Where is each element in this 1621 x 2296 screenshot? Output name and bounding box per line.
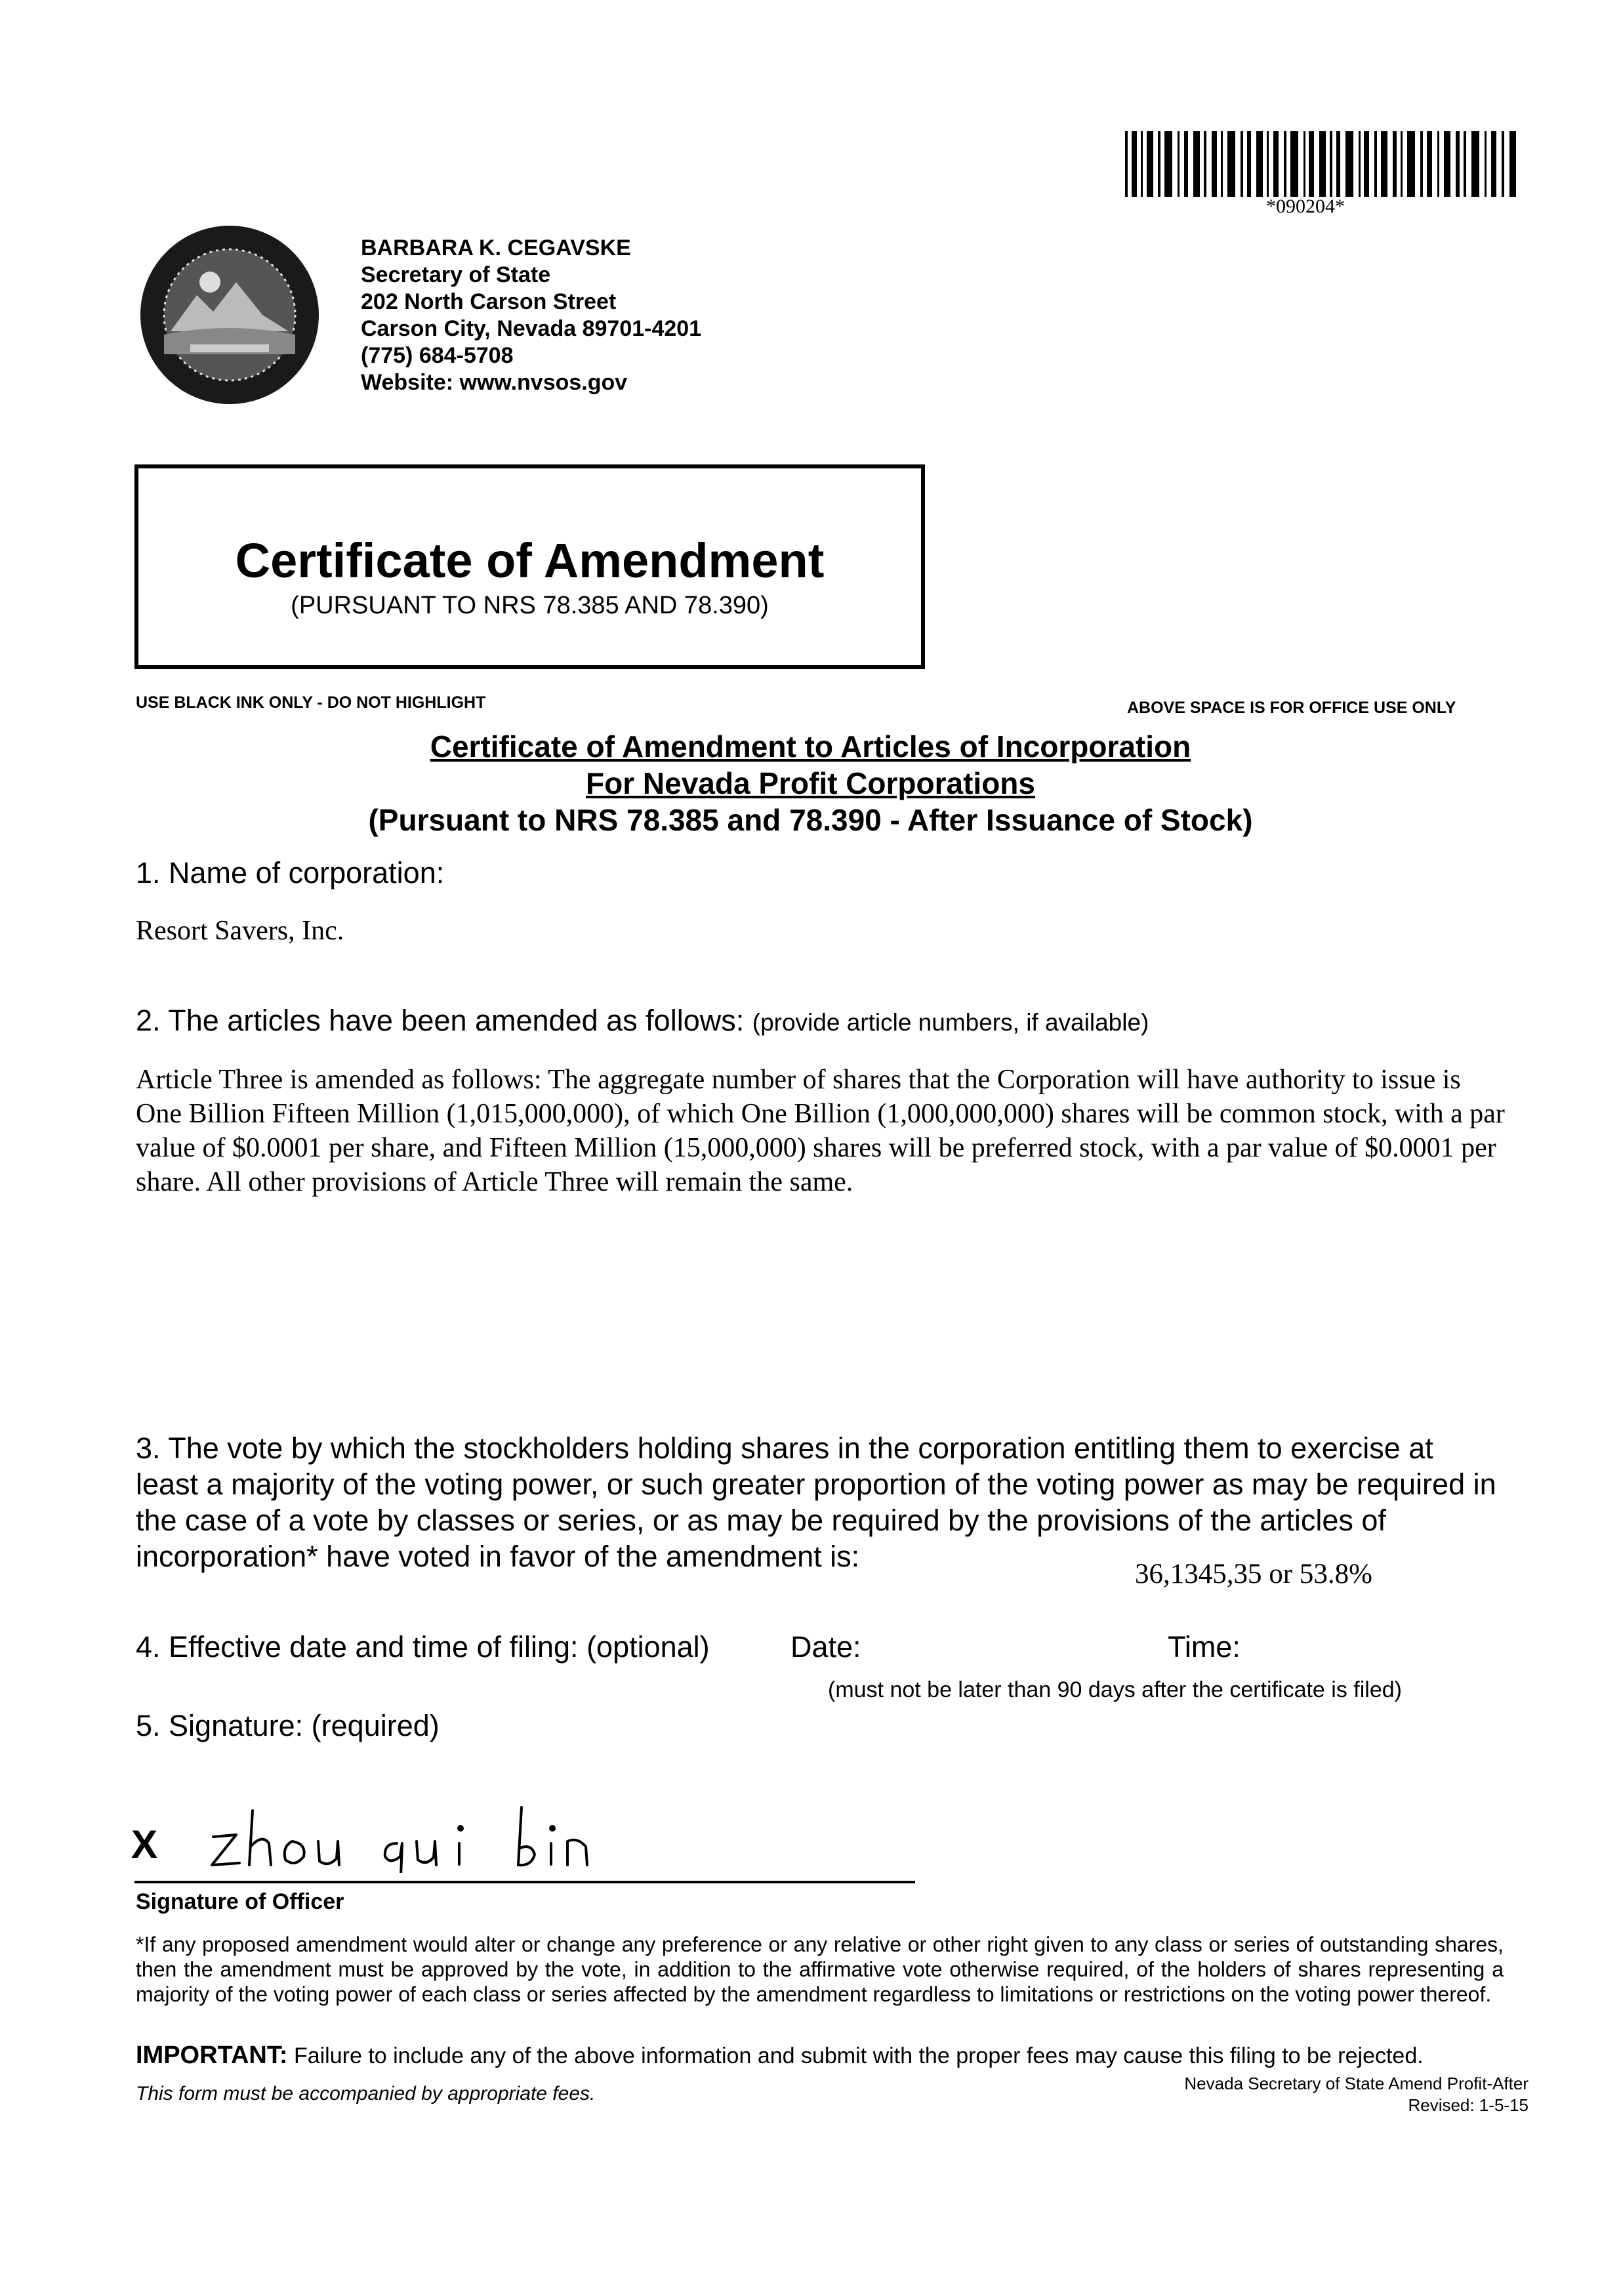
date-field-label: Date: — [790, 1630, 861, 1664]
certificate-title: Certificate of Amendment — [235, 533, 825, 588]
corporation-name-value: Resort Savers, Inc. — [136, 916, 344, 946]
certificate-subtitle: (PURSUANT TO NRS 78.385 AND 78.390) — [291, 592, 769, 619]
secretary-address — [361, 235, 701, 396]
amendment-text: Article Three is amended as follows: The aggregate number of shares that the Corporation will have authority to issue is One Billion Fifteen Million (1,015,000,000), of which One Billion (1,000,000,000) shares will be common stock, with a par value of $0.0001 per share, and Fifteen Million (15,000,000) shares will be preferred stock, with a par value of $0.0001 per share. All other provisions of Article Three will remain the same. — [136, 1065, 1505, 1197]
fees-note: This form must be accompanied by appropriate fees. — [136, 2083, 596, 2104]
city-address: Carson City, Nevada 89701-4201 — [361, 316, 702, 341]
handwritten-signature — [200, 1801, 692, 1873]
form-heading — [0, 728, 1621, 838]
amendment-label-text: 2. The articles have been amended as follows: — [136, 1004, 745, 1037]
time-field-label: Time: — [1168, 1630, 1241, 1664]
heading-line-2: For Nevada Profit Corporations — [586, 766, 1035, 800]
form-identifier — [1050, 2073, 1529, 2116]
office-use-note: ABOVE SPACE IS FOR OFFICE USE ONLY — [1127, 699, 1456, 717]
secretary-name: BARBARA K. CEGAVSKE — [361, 236, 631, 260]
amendment-hint: (provide article numbers, if available) — [752, 1009, 1149, 1036]
important-notice — [136, 2041, 1424, 2070]
state-seal-icon — [138, 223, 321, 407]
phone-number: (775) 684-5708 — [361, 343, 514, 368]
signature-line — [134, 1881, 915, 1883]
vote-label: 3. The vote by which the stockholders holding shares in the corporation entitling them to exercise at least a majority of the voting power, or such greater proportion of the voting power as may be required in the case of a vote by classes or series, or as may be required by the provisions of the articles of incorporation* have voted in favor of the amendment is: — [136, 1431, 1496, 1573]
important-label: IMPORTANT: — [136, 2041, 288, 2069]
amendment-label — [136, 1004, 1149, 1038]
effective-date-label: 4. Effective date and time of filing: (optional) — [136, 1630, 710, 1664]
secretary-title: Secretary of State — [361, 262, 551, 287]
heading-line-3: (Pursuant to NRS 78.385 and 78.390 - After Issuance of Stock) — [368, 803, 1253, 837]
ink-instruction: USE BLACK INK ONLY - DO NOT HIGHLIGHT — [136, 693, 486, 712]
signature-x-mark: X — [131, 1822, 158, 1866]
heading-line-1: Certificate of Amendment to Articles of Incorporation — [430, 729, 1191, 764]
barcode-icon — [1125, 131, 1519, 197]
title-box — [134, 464, 925, 669]
corporation-name-label: 1. Name of corporation: — [136, 856, 445, 890]
website: Website: www.nvsos.gov — [361, 370, 628, 395]
date-note: (must not be later than 90 days after the certificate is filed) — [828, 1677, 1402, 1702]
barcode-number: *090204* — [1266, 195, 1345, 217]
street-address: 202 North Carson Street — [361, 289, 617, 314]
footnote: *If any proposed amendment would alter or change any preference or any relative or other right given to any class or series of outstanding shares, then the amendment must be approved by the vote, in addition to the affirmative vote otherwise required, of the holders of shares representing a majority of the voting power of each class or series affected by the amendment regardless to limitations or restrictions on the voting power thereof. — [136, 1933, 1504, 2006]
important-text: Failure to include any of the above information and submit with the proper fees may cause this filing to be rejected. — [293, 2043, 1424, 2068]
form-id-line-1: Nevada Secretary of State Amend Profit-After — [1184, 2074, 1529, 2093]
signature-of-officer-label: Signature of Officer — [136, 1889, 344, 1914]
signature-label-required: 5. Signature: (required) — [136, 1709, 440, 1742]
form-revision: Revised: 1-5-15 — [1408, 2095, 1529, 2115]
vote-value: 36,1345,35 or 53.8% — [1135, 1559, 1372, 1589]
